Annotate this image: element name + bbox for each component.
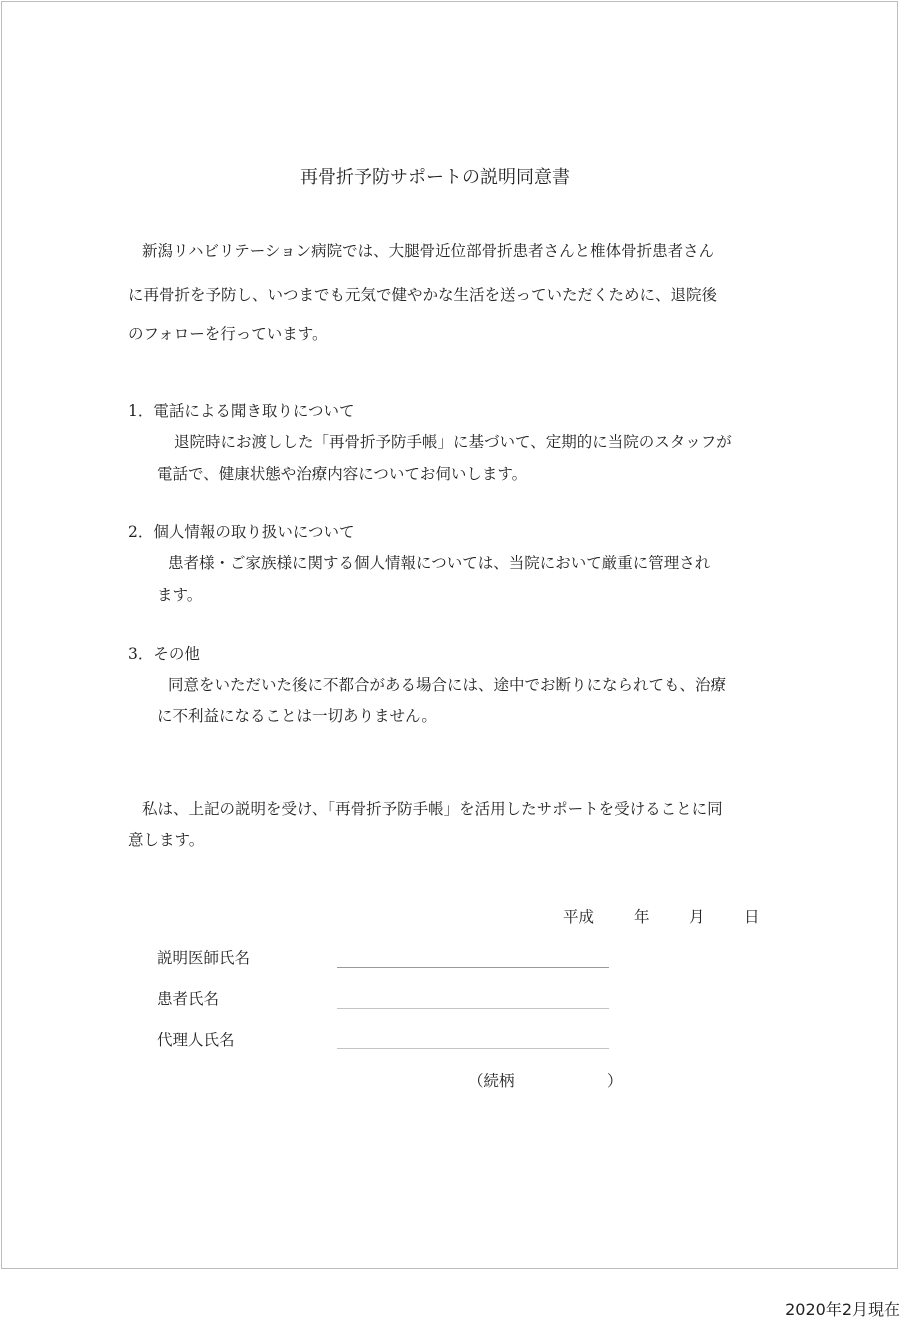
agent-name-label: 代理人氏名 [157, 1031, 235, 1049]
doctor-name-label: 説明医師氏名 [157, 949, 251, 967]
section-2-line-1: 患者様・ご家族様に関する個人情報については、当院において厳重に管理され [168, 554, 711, 572]
section-2-line-2: ます。 [157, 586, 203, 604]
consent-line-2: 意します。 [128, 831, 205, 849]
section-1-line-1: 退院時にお渡しした「再骨折予防手帳」に基づいて、定期的に当院のスタッフが [174, 433, 732, 451]
section-3-heading: 3．その他 [128, 645, 200, 663]
section-3-line-2: に不利益になることは一切ありません。 [157, 707, 437, 725]
section-1-line-2: 電話で、健康状態や治療内容についてお伺いします。 [157, 465, 528, 483]
relation-close: ） [607, 1072, 623, 1090]
section-1-heading: 1．電話による聞き取りについて [128, 402, 355, 420]
patient-name-label: 患者氏名 [157, 990, 220, 1008]
section-2-heading: 2．個人情報の取り扱いについて [128, 523, 355, 541]
intro-line-1: 新潟リハビリテーション病院では、大腿骨近位部骨折患者さんと椎体骨折患者さん [142, 242, 715, 260]
relation-label: （続柄 [468, 1072, 515, 1090]
doctor-name-field[interactable] [337, 967, 609, 968]
intro-line-2: に再骨折を予防し、いつまでも元気で健やかな生活を送っていただくために、退院後 [128, 286, 718, 304]
intro-line-3: のフォローを行っています。 [128, 325, 328, 343]
section-3-line-1: 同意をいただいた後に不都合がある場合には、途中でお断りになられても、治療 [168, 676, 727, 694]
date-year-label: 年 [634, 908, 650, 926]
document-frame [1, 1, 898, 1269]
date-day-label: 日 [744, 908, 760, 926]
consent-line-1: 私は、上記の説明を受け、「再骨折予防手帳」を活用したサポートを受けることに同 [142, 800, 723, 818]
date-month-label: 月 [689, 908, 705, 926]
date-era: 平成 [563, 908, 595, 926]
patient-name-field[interactable] [337, 1008, 609, 1009]
agent-name-field[interactable] [337, 1048, 609, 1049]
document-title: 再骨折予防サポートの説明同意書 [300, 167, 570, 188]
footer-date: 2020年2月現在 [785, 1300, 900, 1319]
